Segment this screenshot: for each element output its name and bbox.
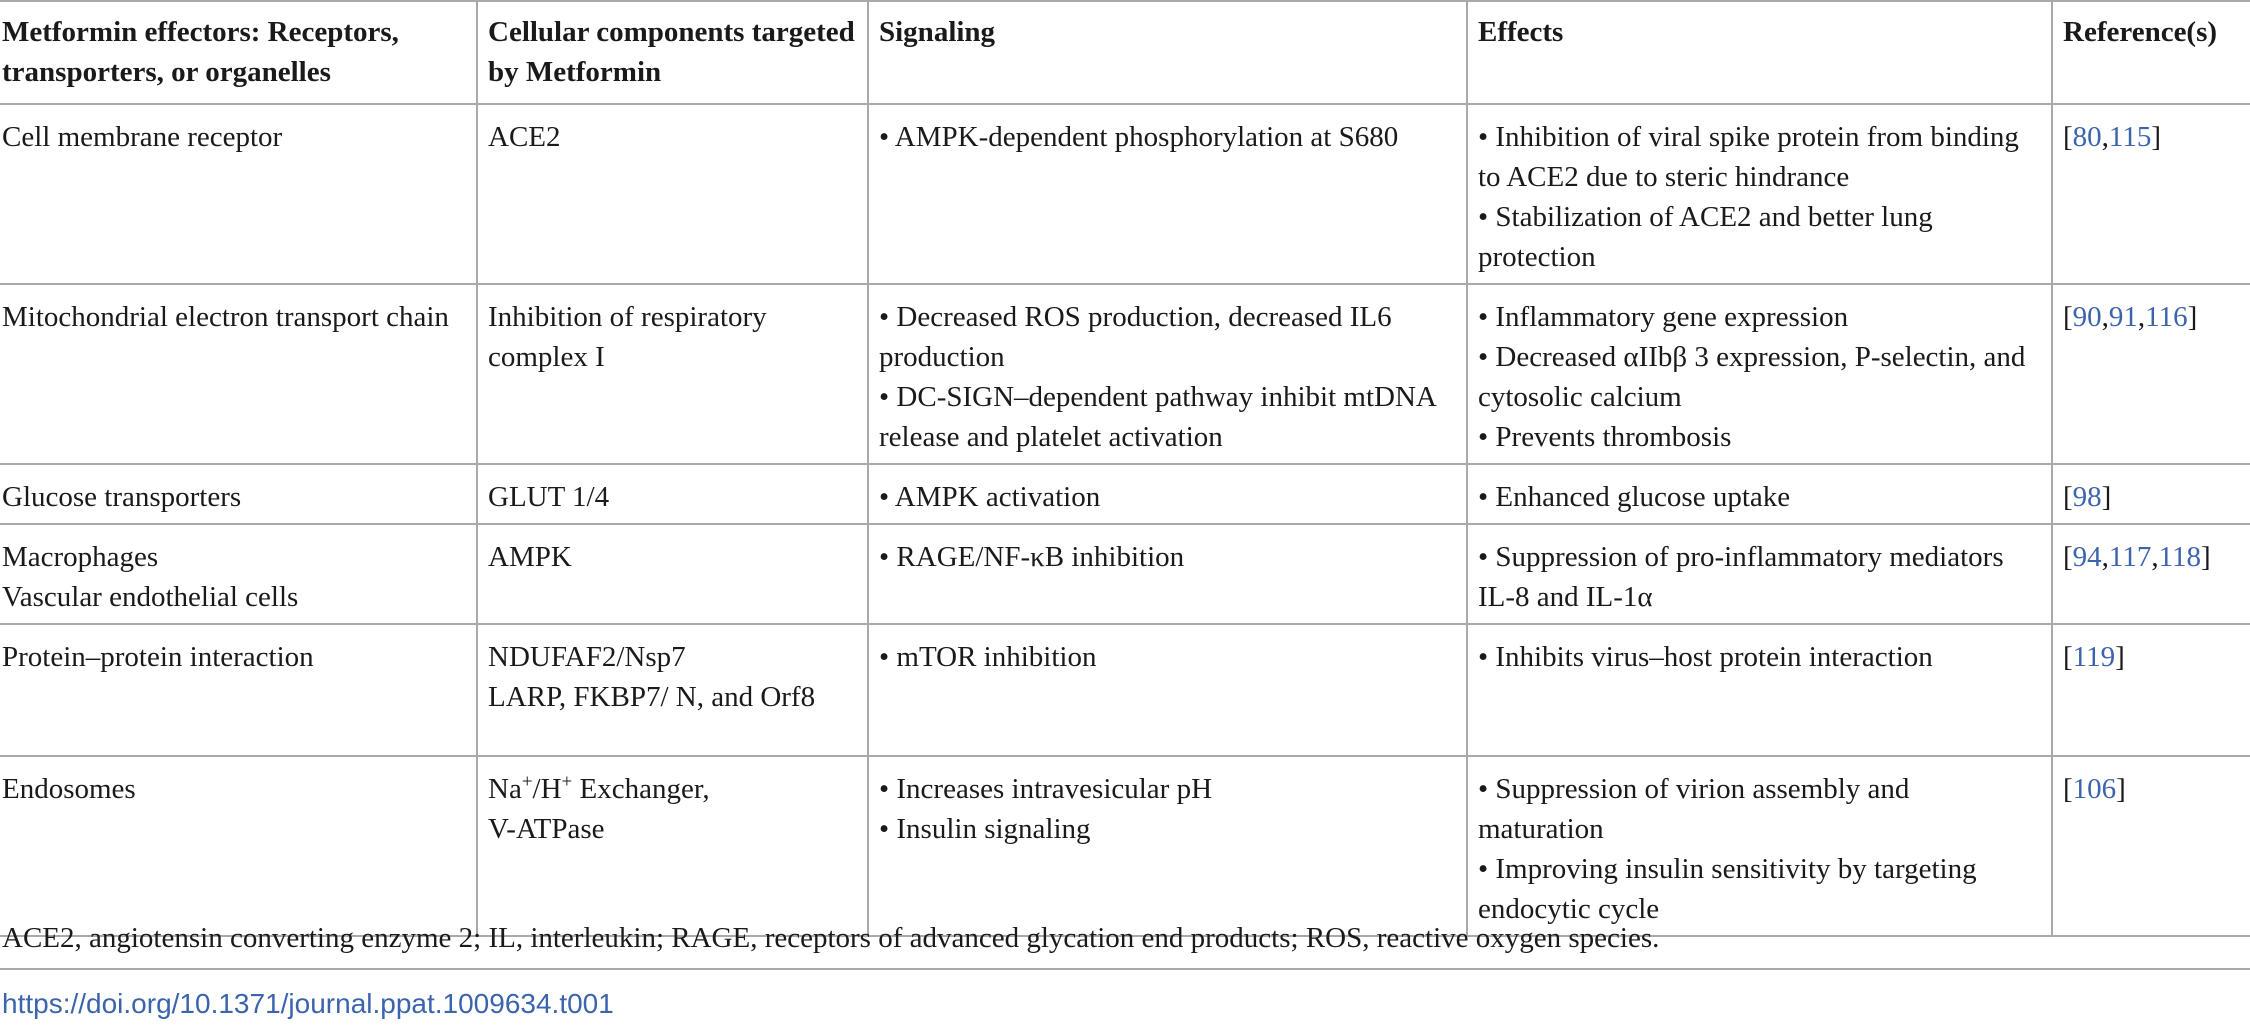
signaling-item: • AMPK-dependent phosphorylation at S680	[879, 121, 1399, 153]
header-references: Reference(s)	[2052, 1, 2250, 104]
effector-text: Protein–protein interaction	[2, 641, 314, 673]
table-row	[0, 104, 2250, 284]
reference-link[interactable]: 90	[2072, 301, 2102, 333]
table-row	[0, 284, 2250, 464]
reference-link[interactable]: 118	[2158, 541, 2202, 573]
effects-item: • Enhanced glucose uptake	[1478, 481, 1791, 513]
references-cell: [80,115]	[2052, 104, 2250, 284]
signaling-item: • DC-SIGN–dependent pathway inhibit mtDNA release and platelet activation	[879, 381, 1436, 453]
effects-item: • Suppression of pro-inflammatory mediators IL-8 and IL-1α	[1478, 541, 2004, 613]
table-header-row	[0, 1, 2250, 104]
component-text: ACE2	[488, 121, 561, 153]
hydrogen-charge: +	[561, 771, 573, 793]
effects-item: • Inflammatory gene expression	[1478, 301, 1849, 333]
reference-link[interactable]: 98	[2072, 481, 2102, 513]
table-row	[0, 756, 2250, 936]
effects-item: • Suppression of virion assembly and maturation	[1478, 773, 1910, 845]
reference-link[interactable]: 116	[2145, 301, 2188, 333]
signaling-cell	[868, 104, 1467, 284]
effects-cell	[1467, 624, 2052, 756]
effects-item: • Decreased αIIbβ 3 expression, P-selectin, and cytosolic calcium	[1478, 341, 2026, 413]
references-cell: [90,91,116]	[2052, 284, 2250, 464]
component-cell	[477, 624, 868, 756]
component-text: LARP, FKBP7/ N, and Orf8	[488, 681, 816, 713]
signaling-cell	[868, 756, 1467, 936]
references-cell: [119]	[2052, 624, 2250, 756]
header-effects: Effects	[1467, 1, 2052, 104]
footer-divider	[0, 968, 2250, 970]
effects-cell	[1467, 756, 2052, 936]
reference-link[interactable]: 91	[2108, 301, 2138, 333]
references-cell: [94,117,118]	[2052, 524, 2250, 624]
effects-item: • Improving insulin sensitivity by targeting endocytic cycle	[1478, 853, 1977, 925]
effects-item: • Stabilization of ACE2 and better lung protection	[1478, 201, 1933, 273]
signaling-cell	[868, 464, 1467, 524]
header-signaling: Signaling	[868, 1, 1467, 104]
effector-cell	[0, 464, 477, 524]
effects-cell	[1467, 524, 2052, 624]
sodium-symbol: Na	[488, 773, 522, 805]
component-cell	[477, 756, 868, 936]
signaling-item: • Insulin signaling	[879, 813, 1091, 845]
references-cell: [106]	[2052, 756, 2250, 936]
header-components: Cellular components targeted by Metformin	[477, 1, 868, 104]
effects-item: • Inhibits virus–host protein interaction	[1478, 641, 1933, 673]
signaling-item: • RAGE/NF-κB inhibition	[879, 541, 1185, 573]
signaling-cell	[868, 624, 1467, 756]
component-text: Inhibition of respiratory complex I	[488, 301, 767, 373]
component-cell	[477, 524, 868, 624]
effector-cell	[0, 284, 477, 464]
effector-text: Vascular endothelial cells	[2, 581, 299, 613]
effector-cell	[0, 756, 477, 936]
component-cell	[477, 464, 868, 524]
reference-link[interactable]: 80	[2072, 121, 2102, 153]
reference-link[interactable]: 117	[2108, 541, 2152, 573]
table-footnote: ACE2, angiotensin converting enzyme 2; IL, interleukin; RAGE, receptors of advanced glycation end products; ROS, reactive oxygen species.	[2, 922, 1660, 954]
effector-text: Mitochondrial electron transport chain	[2, 301, 449, 333]
effector-cell	[0, 104, 477, 284]
effects-cell	[1467, 104, 2052, 284]
component-text: V-ATPase	[488, 813, 605, 845]
effector-text: Macrophages	[2, 541, 159, 573]
effector-cell	[0, 524, 477, 624]
reference-link[interactable]: 106	[2072, 773, 2117, 805]
signaling-cell	[868, 524, 1467, 624]
effector-text: Endosomes	[2, 773, 136, 805]
effector-cell	[0, 624, 477, 756]
effects-cell	[1467, 284, 2052, 464]
table-row	[0, 624, 2250, 756]
effector-text: Cell membrane receptor	[2, 121, 283, 153]
component-text	[488, 769, 857, 809]
component-text: AMPK	[488, 541, 572, 573]
effects-item: • Prevents thrombosis	[1478, 421, 1732, 453]
effects-cell	[1467, 464, 2052, 524]
references-cell: [98]	[2052, 464, 2250, 524]
hydrogen-symbol: /H	[532, 773, 562, 805]
signaling-item: • Decreased ROS production, decreased IL6 production	[879, 301, 1392, 373]
signaling-item: • Increases intravesicular pH	[879, 773, 1213, 805]
reference-link[interactable]: 115	[2108, 121, 2152, 153]
component-cell	[477, 104, 868, 284]
exchanger-text: Exchanger,	[572, 773, 710, 805]
table-row	[0, 464, 2250, 524]
component-cell	[477, 284, 868, 464]
doi-link[interactable]: https://doi.org/10.1371/journal.ppat.1009634.t001	[2, 988, 614, 1019]
signaling-cell	[868, 284, 1467, 464]
reference-link[interactable]: 119	[2072, 641, 2116, 673]
effects-item: • Inhibition of viral spike protein from binding to ACE2 due to steric hindrance	[1478, 121, 2019, 193]
component-text: GLUT 1/4	[488, 481, 610, 513]
signaling-item: • mTOR inhibition	[879, 641, 1097, 673]
reference-link[interactable]: 94	[2072, 541, 2102, 573]
signaling-item: • AMPK activation	[879, 481, 1101, 513]
component-text: NDUFAF2/Nsp7	[488, 641, 686, 673]
sodium-charge: +	[521, 771, 533, 793]
table-row	[0, 524, 2250, 624]
effector-text: Glucose transporters	[2, 481, 242, 513]
header-effectors: Metformin effectors: Receptors, transporters, or organelles	[0, 1, 477, 104]
